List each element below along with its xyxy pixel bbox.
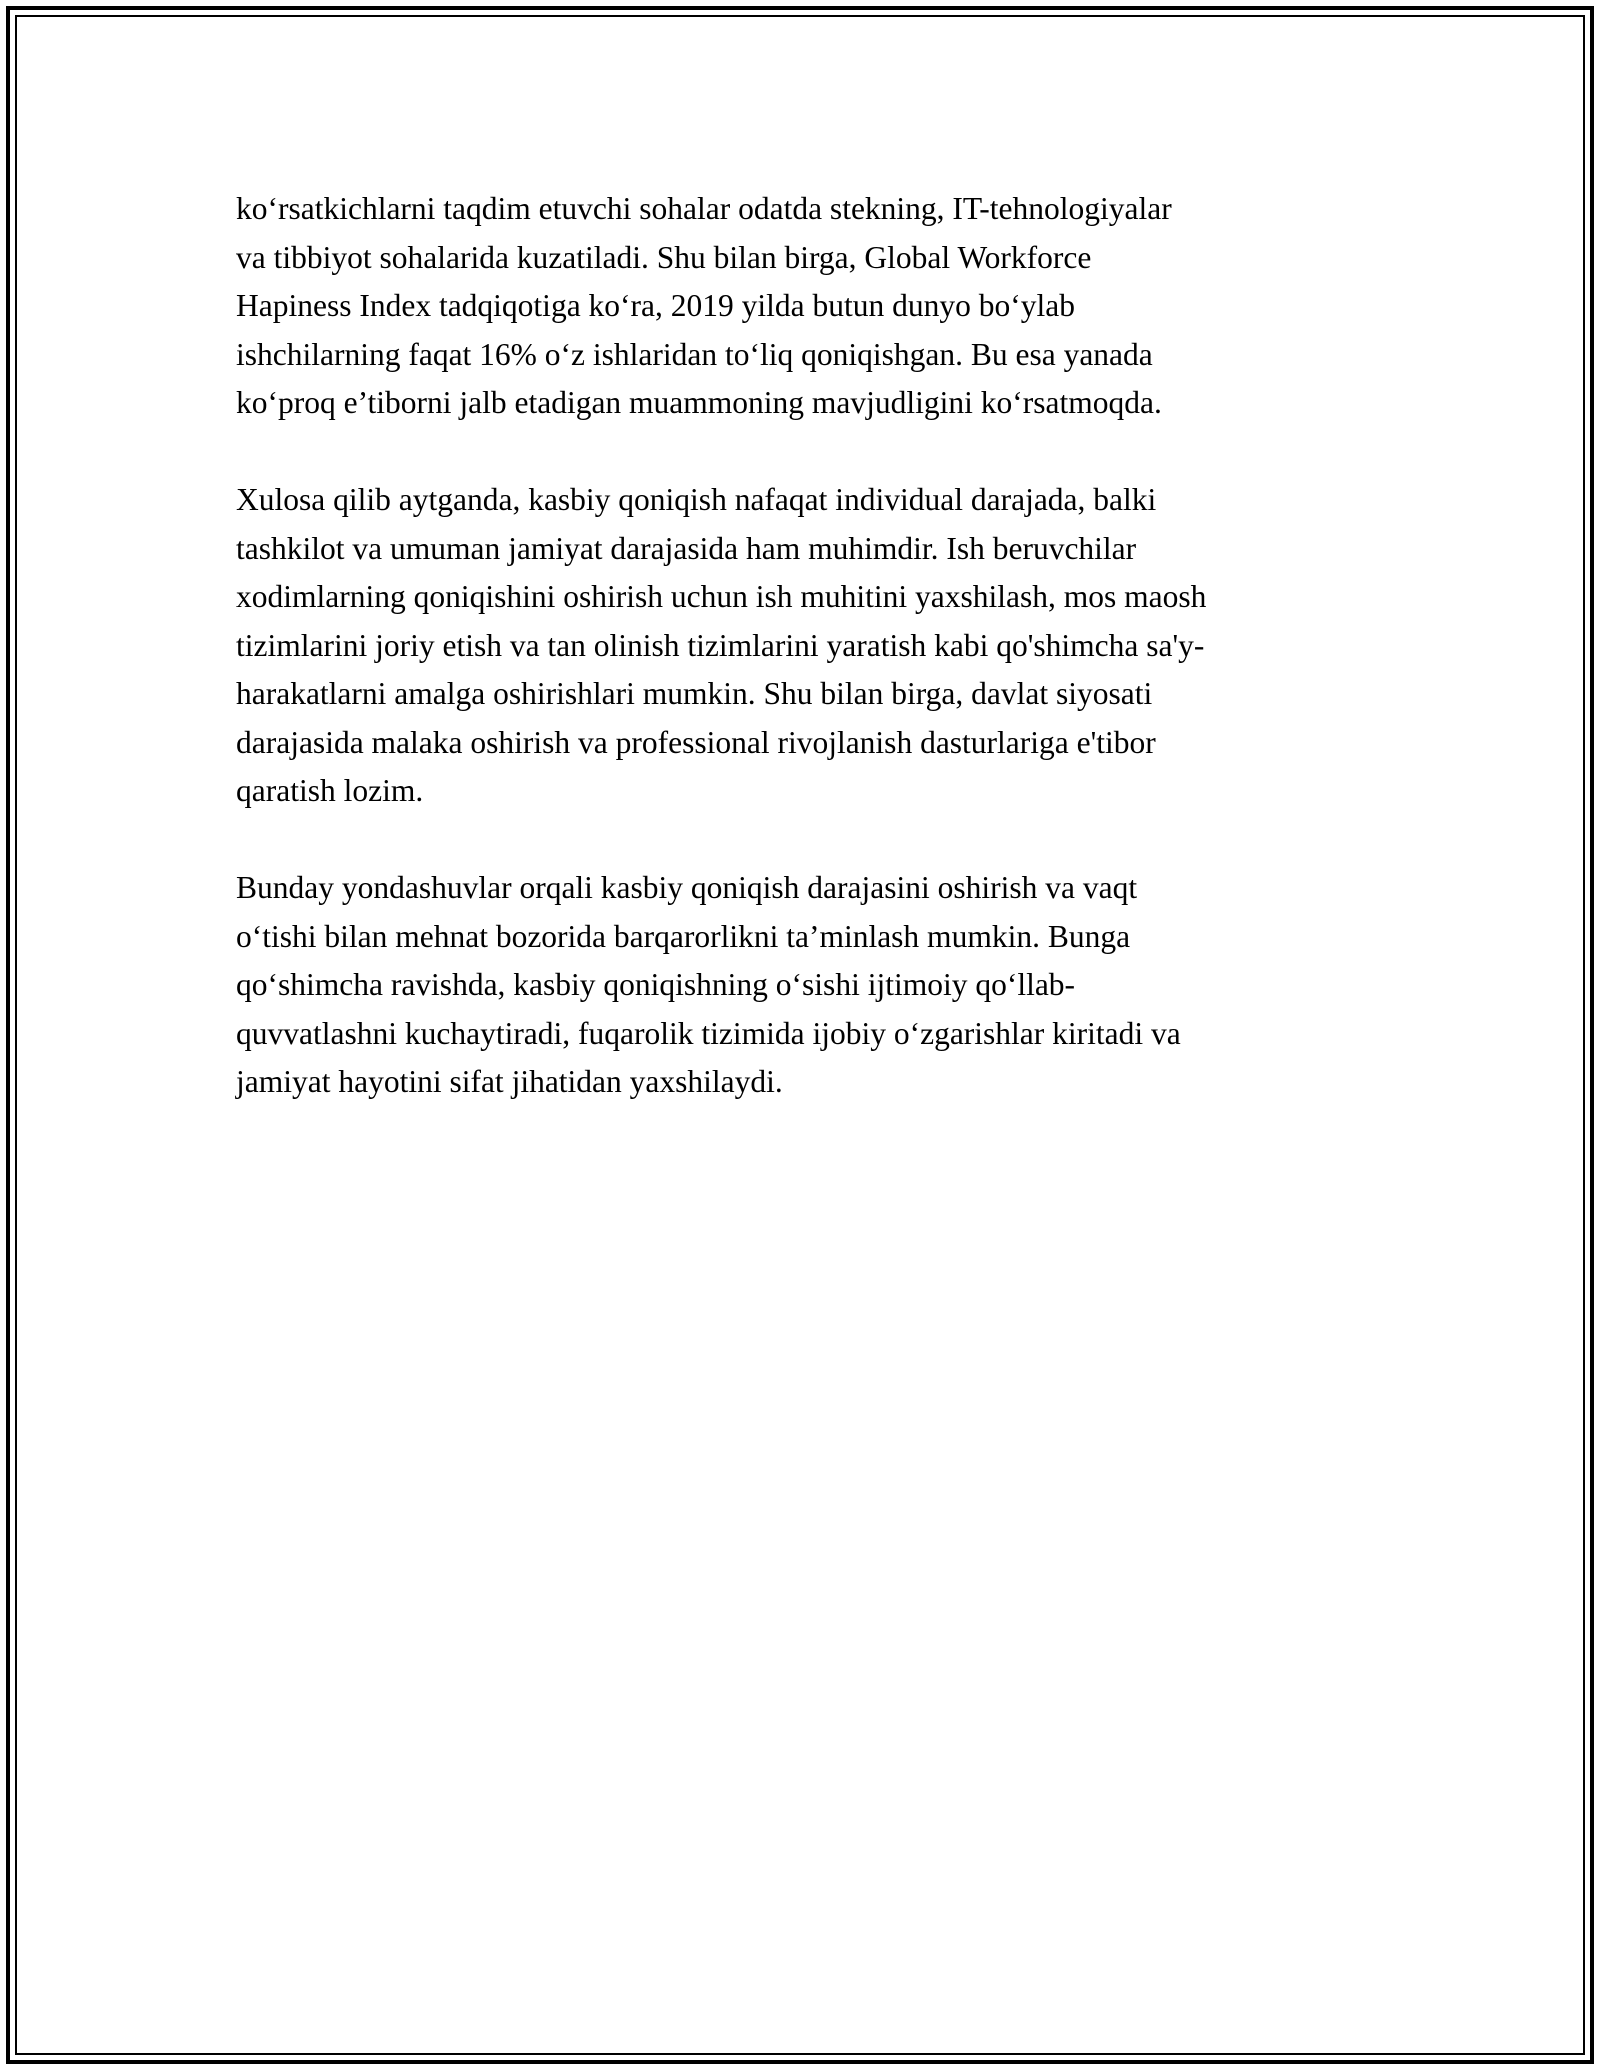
text-line: Bunday yondashuvlar orqali kasbiy qoniqish darajasini oshirish va vaqt bbox=[236, 870, 1138, 905]
text-line: jamiyat hayotini sifat jihatidan yaxshilaydi. bbox=[236, 1064, 783, 1099]
text-line: ishchilarning faqat 16% o‘z ishlaridan to‘liq qoniqishgan. Bu esa yanada bbox=[236, 336, 1153, 372]
text-line: tizimlarini joriy etish va tan olinish tizimlarini yaratish kabi qo'shimcha sa'y- bbox=[236, 627, 1205, 663]
text-line: quvvatlashni kuchaytiradi, fuqarolik tizimida ijobiy o‘zgarishlar kiritadi va bbox=[236, 1015, 1181, 1051]
text-line: qo‘shimcha ravishda, kasbiy qoniqishning o‘sishi ijtimoiy qo‘llab- bbox=[236, 967, 1076, 1002]
text-line: ko‘rsatkichlarni taqdim etuvchi sohalar odatda stekning, IT-tehnologiyalar bbox=[236, 191, 1172, 226]
text-line: harakatlarni amalga oshirishlari mumkin. Shu bilan birga, davlat siyosati bbox=[236, 676, 1153, 711]
text-line: o‘tishi bilan mehnat bozorida barqarorlikni ta’minlash mumkin. Bunga bbox=[236, 918, 1131, 954]
text-line: ko‘proq e’tiborni jalb etadigan muammoning mavjudligini ko‘rsatmoqda. bbox=[236, 385, 1162, 420]
text-line: va tibbiyot sohalarida kuzatiladi. Shu bilan birga, Global Workforce bbox=[236, 239, 1092, 275]
text-line: qaratish lozim. bbox=[236, 773, 424, 808]
paragraph-1 bbox=[236, 185, 1376, 428]
paragraph-2 bbox=[236, 476, 1376, 816]
text-line: tashkilot va umuman jamiyat darajasida ham muhimdir. Ish beruvchilar bbox=[236, 530, 1137, 566]
document-body bbox=[236, 185, 1376, 1155]
text-line: Xulosa qilib aytganda, kasbiy qoniqish nafaqat individual darajada, balki bbox=[236, 482, 1157, 517]
text-line: Hapiness Index tadqiqotiga ko‘ra, 2019 yilda butun dunyo bo‘ylab bbox=[236, 288, 1075, 323]
text-line: darajasida malaka oshirish va professional rivojlanish dasturlariga e'tibor bbox=[236, 724, 1156, 760]
text-line: xodimlarning qoniqishini oshirish uchun ish muhitini yaxshilash, mos maosh bbox=[236, 579, 1207, 614]
paragraph-3 bbox=[236, 864, 1376, 1107]
